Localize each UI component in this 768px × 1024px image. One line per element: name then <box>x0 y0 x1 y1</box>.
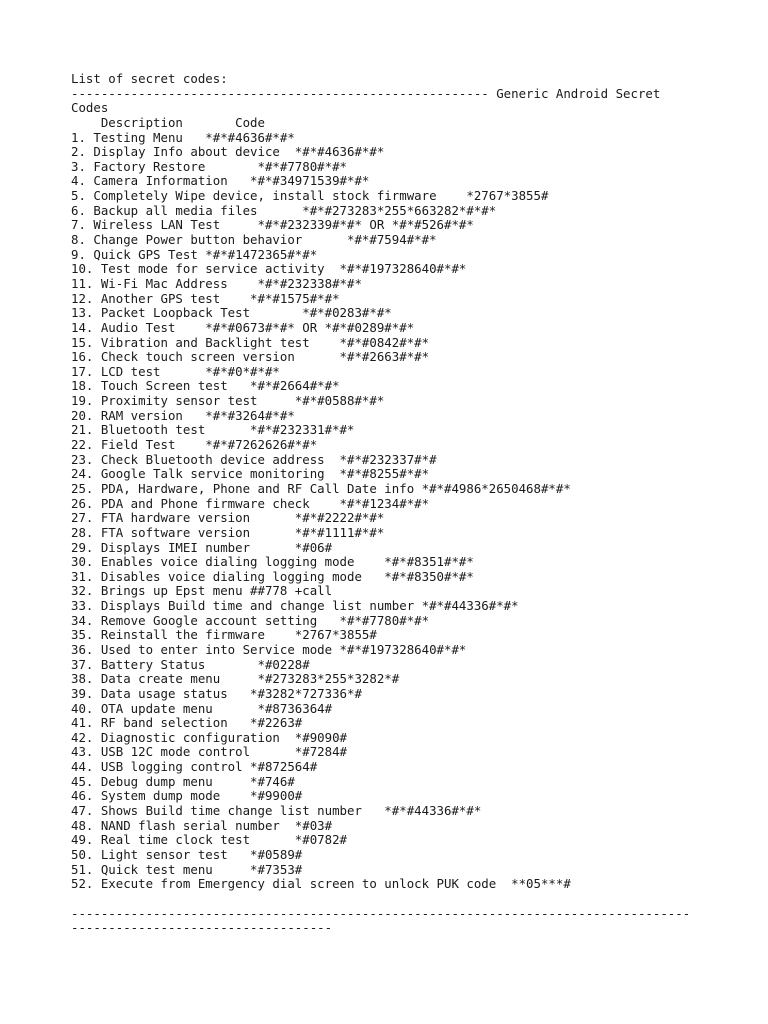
list-item: 34. Remove Google account setting *#*#7780#*#* <box>71 612 430 628</box>
list-item: 43. USB 12C mode control *#7284# <box>71 744 348 760</box>
list-item: 52. Execute from Emergency dial screen to unlock PUK code **05***# <box>71 876 571 892</box>
list-item: 30. Enables voice dialing logging mode *#*#8351#*#* <box>71 554 474 570</box>
list-item: 50. Light sensor test *#0589# <box>71 846 303 862</box>
spacer <box>71 892 761 907</box>
document-page <box>71 72 761 936</box>
list-item: 12. Another GPS test *#*#1575#*#* <box>71 290 340 306</box>
list-item: 19. Proximity sensor test *#*#0588#*#* <box>71 393 385 409</box>
list-item: 18. Touch Screen test *#*#2664#*#* <box>71 378 340 394</box>
list-item: 24. Google Talk service monitoring *#*#8255#*#* <box>71 466 430 482</box>
list-item: 25. PDA, Hardware, Phone and RF Call Date info *#*#4986*2650468#*#* <box>71 480 571 496</box>
list-item: 3. Factory Restore *#*#7780#*#* <box>71 158 348 174</box>
list-item: 6. Backup all media files *#*#273283*255*663282*#*#* <box>71 202 497 218</box>
list-item: 14. Audio Test *#*#0673#*#* OR *#*#0289#*#* <box>71 319 415 335</box>
list-item: 42. Diagnostic configuration *#9090# <box>71 729 348 745</box>
list-item: 1. Testing Menu *#*#4636#*#* <box>71 129 295 145</box>
list-item: 28. FTA software version *#*#1111#*#* <box>71 524 385 540</box>
list-item: 9. Quick GPS Test *#*#1472365#*#* <box>71 246 318 262</box>
list-item: 4. Camera Information *#*#34971539#*#* <box>71 173 370 189</box>
list-item: 48. NAND flash serial number *#03# <box>71 817 333 833</box>
list-item: 29. Displays IMEI number *#06# <box>71 539 333 555</box>
list-item: 16. Check touch screen version *#*#2663#*#* <box>71 349 430 365</box>
list-item: 15. Vibration and Backlight test *#*#0842#*#* <box>71 334 430 350</box>
column-header: Description Code <box>71 114 265 130</box>
codes-list <box>71 131 761 892</box>
list-item: 45. Debug dump menu *#746# <box>71 773 295 789</box>
list-item: 49. Real time clock test *#0782# <box>71 832 348 848</box>
list-item: 44. USB logging control *#872564# <box>71 759 318 775</box>
list-item: 7. Wireless LAN Test *#*#232339#*#* OR *#*#526#*#* <box>71 217 474 233</box>
list-item: 26. PDA and Phone firmware check *#*#1234#*#* <box>71 495 430 511</box>
list-item: 51. Quick test menu *#7353# <box>71 861 303 877</box>
list-item: 33. Displays Build time and change list number *#*#44336#*#* <box>71 598 519 614</box>
list-item: 39. Data usage status *#3282*727336*# <box>71 685 362 701</box>
list-item: 13. Packet Loopback Test *#*#0283#*#* <box>71 305 392 321</box>
list-item: 21. Bluetooth test *#*#232331#*#* <box>71 422 355 438</box>
list-item: 31. Disables voice dialing logging mode *#*#8350#*#* <box>71 568 474 584</box>
list-item: 8. Change Power button behavior *#*#7594#*#* <box>71 232 437 248</box>
list-item: 38. Data create menu *#273283*255*3282*# <box>71 671 400 687</box>
list-item: 20. RAM version *#*#3264#*#* <box>71 407 295 423</box>
top-divider-wrap: Codes <box>71 100 109 116</box>
list-item: 36. Used to enter into Service mode *#*#197328640#*#* <box>71 641 467 657</box>
list-item: 2. Display Info about device *#*#4636#*#* <box>71 144 385 160</box>
bottom-divider: ----------------------------------------------------------------------------------- <box>71 905 691 921</box>
list-item: 40. OTA update menu *#8736364# <box>71 700 333 716</box>
top-divider: -------------------------------------------------------- Generic Android Secret <box>71 85 661 101</box>
bottom-divider-wrap: ----------------------------------- <box>71 920 333 936</box>
document-heading: List of secret codes: <box>71 71 228 86</box>
list-item: 10. Test mode for service activity *#*#197328640#*#* <box>71 261 467 277</box>
list-item: 27. FTA hardware version *#*#2222#*#* <box>71 510 385 526</box>
list-item: 32. Brings up Epst menu ##778 +call <box>71 583 333 599</box>
list-item: 46. System dump mode *#9900# <box>71 788 303 804</box>
list-item: 11. Wi-Fi Mac Address *#*#232338#*#* <box>71 275 362 291</box>
list-item: 35. Reinstall the firmware *2767*3855# <box>71 627 377 643</box>
list-item: 47. Shows Build time change list number *#*#44336#*#* <box>71 803 482 819</box>
list-item: 37. Battery Status *#0228# <box>71 656 310 672</box>
list-item: 17. LCD test *#*#0*#*#* <box>71 363 280 379</box>
list-item: 41. RF band selection *#2263# <box>71 715 303 731</box>
list-item: 5. Completely Wipe device, install stock firmware *2767*3855# <box>71 188 549 204</box>
list-item: 23. Check Bluetooth device address *#*#232337#*# <box>71 451 437 467</box>
list-item: 22. Field Test *#*#7262626#*#* <box>71 437 318 453</box>
